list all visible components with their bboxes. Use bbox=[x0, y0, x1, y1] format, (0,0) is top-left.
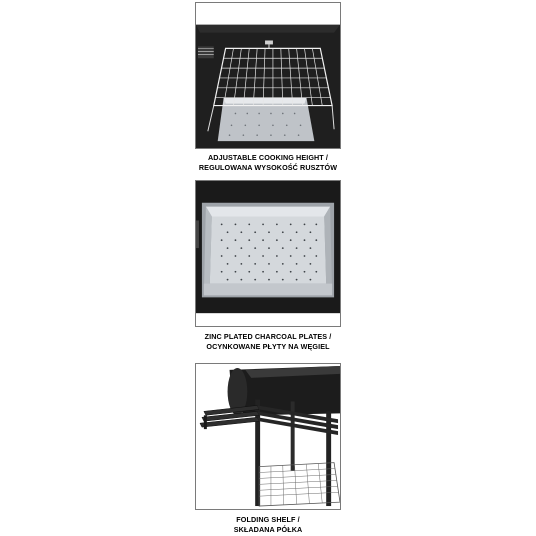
charcoal-plates-image bbox=[195, 180, 341, 327]
charcoal-plates-caption bbox=[160, 332, 376, 351]
folding-shelf-caption bbox=[160, 515, 376, 534]
caption-line-polish: OCYNKOWANE PŁYTY NA WĘGIEL bbox=[206, 341, 330, 351]
cooking-height-image bbox=[195, 2, 341, 149]
caption-line-english: ZINC PLATED CHARCOAL PLATES / bbox=[204, 332, 332, 341]
folding-shelf-image bbox=[195, 363, 341, 510]
cooking-height-caption bbox=[160, 153, 376, 172]
charcoal-plate-icon bbox=[196, 181, 340, 326]
caption-line-polish: SKŁADANA PÓŁKA bbox=[233, 524, 303, 534]
caption-line-polish: REGULOWANA WYSOKOŚĆ RUSZTÓW bbox=[198, 162, 338, 172]
folding-shelf-icon bbox=[196, 364, 340, 509]
cooking-grate-icon bbox=[196, 3, 340, 148]
caption-line-english: FOLDING SHELF / bbox=[236, 515, 300, 524]
caption-line-english: ADJUSTABLE COOKING HEIGHT / bbox=[208, 153, 328, 162]
